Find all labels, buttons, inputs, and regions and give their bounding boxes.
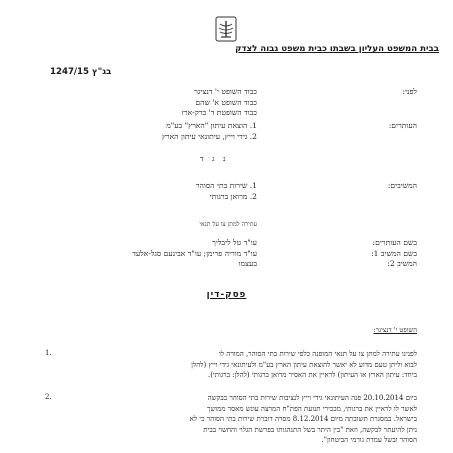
paragraph-2 xyxy=(77,393,417,446)
paragraph-number: .2 xyxy=(45,393,52,401)
petitioner-item: 2. גידי וייץ, עיתונאי עיתון הארץ xyxy=(161,131,257,141)
counsel-values xyxy=(132,238,257,270)
paragraph-line: בישראל. במסגרת תשובתה מיום 8.12.2014 מסרה דוברת שירות בתי הסוהר כי לא xyxy=(189,415,417,424)
counsel-labels xyxy=(371,238,417,270)
paragraph-line: לבוא וליתן טעם מדוע לא יאשר להוצאת עיתון הארץ בע"מ ולעיתונאי גידי וייץ (להלן xyxy=(191,360,417,369)
against-separator: נ ג ד xyxy=(200,154,229,163)
counsel-label: המשיב 2: xyxy=(387,259,417,269)
state-emblem-icon xyxy=(211,14,241,44)
petitioners-list xyxy=(162,121,257,142)
respondents-label: המשיבים: xyxy=(387,181,417,190)
paragraph-number: .1 xyxy=(45,349,52,357)
counsel-label: בשם המשיב 1: xyxy=(371,248,417,258)
paragraph-line: לאשר לו לראיין את ברגותי, מבכירי תנועת הפת"ח המרצה עונש מאסר ממושך xyxy=(207,404,417,413)
petitioners-label: העותרים: xyxy=(388,121,417,130)
paragraph-line: ניתן להיעתר לבקשה, וזאת "בין היתר בשל התנהגותו בפרשת הגלוי והחשוי בבית xyxy=(203,425,417,434)
case-number xyxy=(50,67,111,77)
paragraph-1 xyxy=(77,349,417,381)
judge-item: כבוד השופטת ד' ברק-ארז xyxy=(181,108,257,118)
respondents-list xyxy=(196,181,257,202)
case-prefix: בג"ץ xyxy=(92,67,112,77)
counsel-value: עו"ד מוריה פרימן; עו"ד אבינעם סגל-אלעד xyxy=(132,248,257,258)
judge-item: כבוד השופט י' דנציגר xyxy=(194,87,257,96)
verdict-title: פסק-דין xyxy=(206,290,247,300)
respondent-item: 1. שירות בתי הסוהר xyxy=(195,181,257,190)
case-number-value: 1247/15 xyxy=(50,67,90,77)
paragraph-line: הסוהר ובשל עמדת גורמי הביטחון". xyxy=(321,436,417,445)
petitioner-item: 1. הוצאת עיתון "הארץ" בע"מ xyxy=(166,121,257,130)
counsel-value: בעצמו xyxy=(238,259,257,269)
counsel-label: בשם העותרים: xyxy=(372,238,417,247)
before-label: לפני: xyxy=(402,87,417,96)
judge-item: כבוד השופט א' שהם xyxy=(195,97,257,107)
judges-list xyxy=(182,87,257,119)
paragraph-line: ביום 20.10.2014 פנה העיתונאי גידי וייץ לנציבות שירות בתי הסוהר בבקשה xyxy=(207,394,417,402)
petition-type: עתירה למתן צו על תנאי xyxy=(199,221,257,228)
paragraph-line: לפנינו עתירה למתן צו על תנאי המופנה כלפי שירות בתי הסוהר, המורה לו xyxy=(219,350,417,358)
judge-opening: השופט י' דנציגר: xyxy=(373,326,417,334)
court-header: בבית המשפט העליון בשבתו כבית משפט גבוה לצדק xyxy=(235,44,439,54)
respondent-item: 2. מרואן ברגותי xyxy=(209,191,257,201)
counsel-value: עו"ד טל ליבליך xyxy=(212,238,257,247)
paragraph-line: ביחד: עיתון הארץ או העיתון) לראיין את האסיר מרואן ברגותי (להלן: ברגותי). xyxy=(207,371,417,380)
